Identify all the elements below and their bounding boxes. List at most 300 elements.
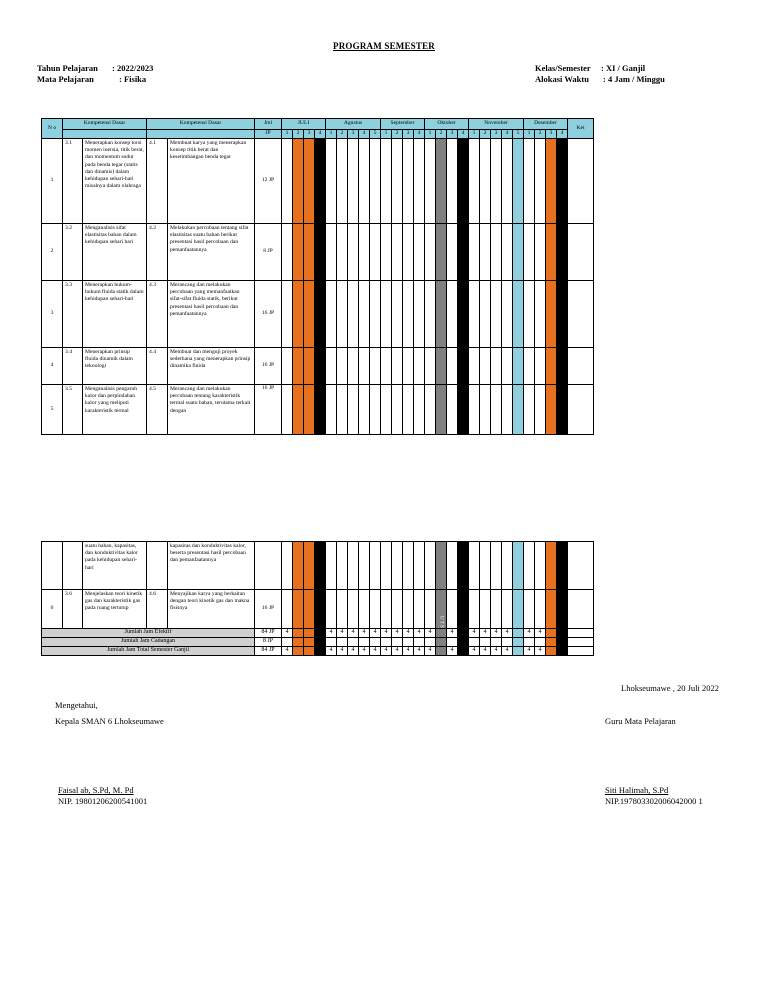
header-week: 3 — [546, 130, 557, 139]
kd3-text: Menganalisis pengaruh kalor dan perpindahan kalor yang meliputi karakteristik termal — [83, 385, 147, 435]
summary-week: 4 — [524, 628, 535, 637]
week-cell — [557, 590, 568, 629]
week-cell — [436, 542, 447, 590]
week-cell — [282, 139, 293, 224]
week-cell — [370, 281, 381, 348]
summary-ket — [568, 646, 594, 655]
week-cell — [491, 281, 502, 348]
summary-week — [557, 628, 568, 637]
week-cell — [458, 590, 469, 629]
summary-week: 4 — [524, 646, 535, 655]
kd4-text: Menyajikan karya yang berkaitan dengan teori kinetik gas dan makna fisisnya — [168, 590, 255, 629]
week-cell — [447, 348, 458, 385]
week-cell — [282, 281, 293, 348]
week-cell — [469, 224, 480, 281]
row-jp: 16 JP — [255, 385, 282, 435]
summary-week: 4 — [403, 628, 414, 637]
week-cell — [436, 590, 447, 629]
week-cell — [524, 385, 535, 435]
ket-cell — [568, 224, 594, 281]
week-cell — [524, 542, 535, 590]
week-cell — [546, 281, 557, 348]
week-cell — [502, 590, 513, 629]
week-cell — [348, 348, 359, 385]
mapel-value: : Fisika — [119, 74, 147, 84]
week-cell — [414, 139, 425, 224]
header-month: November — [469, 119, 524, 130]
row-no: 3 — [42, 281, 63, 348]
summary-week — [513, 637, 524, 646]
week-cell — [348, 385, 359, 435]
ket-cell — [568, 139, 594, 224]
week-cell — [535, 224, 546, 281]
header-week: 2 — [436, 130, 447, 139]
summary-week — [546, 637, 557, 646]
summary-week: 4 — [370, 646, 381, 655]
ket-cell — [568, 385, 594, 435]
header-week: 4 — [414, 130, 425, 139]
summary-week: 4 — [370, 628, 381, 637]
header-week: 3 — [348, 130, 359, 139]
week-cell — [480, 224, 491, 281]
kd4-text: Membuat karya yang menerapkan konsep titik berat dan kesetimbangan benda tegar — [168, 139, 255, 224]
week-cell — [491, 224, 502, 281]
week-cell — [370, 590, 381, 629]
week-cell — [524, 224, 535, 281]
week-cell — [359, 385, 370, 435]
header-week: 1 — [524, 130, 535, 139]
kd4-text: kapasitas dan konduktivitas kalor, beserta presentasi hasil percobaan dan pemanfaatannya — [168, 542, 255, 590]
week-cell — [337, 224, 348, 281]
row-no: 1 — [42, 139, 63, 224]
week-cell — [381, 281, 392, 348]
week-cell — [535, 385, 546, 435]
kd3-number — [63, 542, 83, 590]
kd4-text: Merancang dan melakukan percobaan yang memanfaatkan sifat-sifat fluida statik, berikut presentasi hasil percobaan dan pemanfaatannya — [168, 281, 255, 348]
week-cell — [370, 542, 381, 590]
summary-week: 4 — [425, 646, 436, 655]
week-cell — [513, 348, 524, 385]
kd4-number: 4.6 — [147, 590, 168, 629]
week-cell — [513, 590, 524, 629]
week-cell — [425, 348, 436, 385]
header-week: 2 — [392, 130, 403, 139]
week-cell — [535, 348, 546, 385]
summary-week — [436, 637, 447, 646]
week-cell — [436, 281, 447, 348]
row-jp: 16 JP — [255, 281, 282, 348]
week-cell — [447, 281, 458, 348]
week-cell — [348, 542, 359, 590]
kd3-text: suatu bahan, kapasitas, dan konduktivitas kalor pada kehidupan sehari-hari — [83, 542, 147, 590]
week-cell — [436, 224, 447, 281]
kd4-number: 4.2 — [147, 224, 168, 281]
summary-week — [348, 637, 359, 646]
tahun-value: : 2022/2023 — [112, 63, 154, 73]
summary-week: 4 — [326, 646, 337, 655]
ket-cell — [568, 348, 594, 385]
summary-week: 4 — [491, 646, 502, 655]
week-cell — [524, 348, 535, 385]
summary-week — [557, 646, 568, 655]
kd3-number: 3.1 — [63, 139, 83, 224]
week-cell — [381, 348, 392, 385]
week-cell — [304, 224, 315, 281]
week-cell — [359, 224, 370, 281]
week-cell — [304, 348, 315, 385]
week-cell — [502, 224, 513, 281]
row-jp: 16 JP — [255, 348, 282, 385]
week-cell — [381, 542, 392, 590]
mapel-label: Mata Pelajaran — [37, 74, 94, 84]
week-cell — [480, 348, 491, 385]
week-cell — [557, 281, 568, 348]
guru-title: Guru Mata Pelajaran — [605, 716, 676, 726]
week-cell — [480, 542, 491, 590]
kd4-text: Merancang dan melakukan percobaan tentang karakteristik termal suatu bahan, terutama terkait dengan — [168, 385, 255, 435]
week-cell — [337, 139, 348, 224]
summary-week — [513, 646, 524, 655]
header-week: 2 — [337, 130, 348, 139]
guru-nip: NIP.197803302006042000 1 — [605, 796, 703, 806]
header-month: Agustus — [326, 119, 381, 130]
summary-row — [42, 646, 594, 655]
week-cell — [513, 224, 524, 281]
week-cell — [557, 348, 568, 385]
week-cell — [359, 590, 370, 629]
week-cell — [370, 348, 381, 385]
week-cell — [293, 542, 304, 590]
week-cell — [293, 224, 304, 281]
week-cell — [447, 542, 458, 590]
week-cell — [348, 590, 359, 629]
week-cell — [425, 385, 436, 435]
header-week: 3 — [304, 130, 315, 139]
summary-week: 4 — [491, 628, 502, 637]
week-cell — [326, 139, 337, 224]
kepala-name: Faisal ab, S.Pd, M. Pd — [58, 785, 134, 795]
week-cell — [458, 385, 469, 435]
week-cell — [414, 224, 425, 281]
place-date: Lhokseumawe , 20 Juli 2022 — [621, 683, 719, 693]
row-no: 5 — [42, 385, 63, 435]
header-week: 4 — [315, 130, 326, 139]
week-cell — [403, 542, 414, 590]
summary-week: 4 — [392, 646, 403, 655]
table-row — [42, 542, 594, 590]
week-cell — [392, 224, 403, 281]
week-cell — [480, 281, 491, 348]
week-cell — [282, 224, 293, 281]
week-cell — [469, 542, 480, 590]
week-cell — [414, 385, 425, 435]
summary-week: 4 — [381, 628, 392, 637]
week-cell — [546, 590, 557, 629]
week-cell — [546, 139, 557, 224]
week-cell — [403, 348, 414, 385]
header-jml: Jml — [255, 119, 282, 130]
summary-week — [293, 646, 304, 655]
week-cell — [546, 224, 557, 281]
week-cell — [546, 348, 557, 385]
summary-week — [403, 637, 414, 646]
mengetahui-text: Mengetahui, — [55, 700, 98, 710]
kd3-text: Menganalisis sifat elastisitas bahan dalam kehidupan sehari hari — [83, 224, 147, 281]
summary-ket — [568, 628, 594, 637]
week-cell — [359, 139, 370, 224]
week-cell — [337, 281, 348, 348]
header-no: N o — [42, 119, 63, 139]
row-jp — [255, 542, 282, 590]
summary-week: 4 — [502, 628, 513, 637]
tahun-label: Tahun Pelajaran — [37, 63, 98, 73]
kd4-text: Membuat dan menguji proyek sederhana yang menerapkan prinsip dinamika fluida — [168, 348, 255, 385]
kd4-number: 4.5 — [147, 385, 168, 435]
week-cell — [447, 139, 458, 224]
header-kd4-sub — [147, 130, 255, 139]
summary-week — [392, 637, 403, 646]
week-cell — [359, 348, 370, 385]
kepala-nip: NIP. 19801206200541001 — [58, 796, 148, 806]
week-cell — [403, 281, 414, 348]
summary-week: 4 — [469, 646, 480, 655]
week-cell — [557, 542, 568, 590]
week-cell — [359, 281, 370, 348]
week-cell — [282, 542, 293, 590]
kelas-value: : XI / Ganjil — [601, 63, 646, 73]
summary-week: 4 — [403, 646, 414, 655]
summary-week: 4 — [392, 628, 403, 637]
week-cell — [326, 224, 337, 281]
alokasi-value: : 4 Jam / Minggu — [603, 74, 665, 84]
header-month: Oktober — [425, 119, 469, 130]
week-cell — [381, 224, 392, 281]
summary-week: 4 — [535, 628, 546, 637]
header-week: 4 — [557, 130, 568, 139]
week-cell — [491, 590, 502, 629]
week-cell — [480, 385, 491, 435]
summary-week — [458, 628, 469, 637]
week-cell — [436, 139, 447, 224]
summary-week — [491, 637, 502, 646]
week-cell — [326, 348, 337, 385]
week-cell — [293, 385, 304, 435]
summary-week: 4 — [282, 628, 293, 637]
week-cell — [315, 542, 326, 590]
week-cell — [337, 385, 348, 435]
week-cell — [447, 385, 458, 435]
summary-week — [315, 628, 326, 637]
header-week: 1 — [381, 130, 392, 139]
header-week: 1 — [469, 130, 480, 139]
week-cell — [282, 385, 293, 435]
week-cell — [315, 224, 326, 281]
week-cell — [546, 385, 557, 435]
week-cell — [348, 224, 359, 281]
summary-week: 4 — [447, 628, 458, 637]
kd3-number: 3.6 — [63, 590, 83, 629]
week-cell — [326, 542, 337, 590]
week-cell — [359, 542, 370, 590]
kd3-text: Menjelaskan teori kinetik gas dan karakteristik gas pada ruang tertutup — [83, 590, 147, 629]
summary-week — [326, 637, 337, 646]
table-row — [42, 348, 594, 385]
week-cell — [392, 590, 403, 629]
info-left — [37, 63, 153, 85]
summary-week: 4 — [502, 646, 513, 655]
ket-cell — [568, 542, 594, 590]
summary-week — [293, 628, 304, 637]
week-cell — [502, 348, 513, 385]
summary-week: 4 — [381, 646, 392, 655]
week-cell — [337, 542, 348, 590]
header-kd3-sub — [63, 130, 147, 139]
week-cell — [557, 224, 568, 281]
summary-week: 4 — [337, 646, 348, 655]
week-cell — [414, 542, 425, 590]
kd3-number: 3.3 — [63, 281, 83, 348]
summary-label: Jumlah Jam Cadangan — [42, 637, 255, 646]
week-cell — [315, 385, 326, 435]
header-week: 3 — [403, 130, 414, 139]
header-week: 3 — [447, 130, 458, 139]
week-cell — [392, 281, 403, 348]
week-cell — [458, 281, 469, 348]
week-cell — [469, 348, 480, 385]
summary-week — [447, 637, 458, 646]
week-cell — [315, 139, 326, 224]
week-cell — [304, 281, 315, 348]
summary-jp: 8 JP — [255, 637, 282, 646]
header-week: 4 — [502, 130, 513, 139]
row-jp: 8 JP — [255, 224, 282, 281]
kd3-text: Menerapkan prinsip fluida dinamik dalam teknologi — [83, 348, 147, 385]
kd3-number: 3.5 — [63, 385, 83, 435]
week-cell — [370, 224, 381, 281]
week-cell — [458, 139, 469, 224]
week-cell — [469, 385, 480, 435]
kd3-number: 3.2 — [63, 224, 83, 281]
summary-week — [546, 628, 557, 637]
week-cell — [491, 139, 502, 224]
summary-week — [304, 646, 315, 655]
header-kd4: Kompetensi Dasar — [147, 119, 255, 130]
header-week: 1 — [326, 130, 337, 139]
header-month: Desember — [524, 119, 568, 130]
week-cell — [535, 590, 546, 629]
summary-week: 4 — [480, 646, 491, 655]
summary-week — [469, 637, 480, 646]
week-cell — [282, 590, 293, 629]
summary-ket — [568, 637, 594, 646]
info-right — [535, 63, 665, 85]
summary-week — [370, 637, 381, 646]
week-cell — [337, 348, 348, 385]
summary-week: 4 — [348, 646, 359, 655]
week-cell — [425, 590, 436, 629]
kd4-number: 4.1 — [147, 139, 168, 224]
summary-week — [293, 637, 304, 646]
week-cell — [557, 385, 568, 435]
week-cell — [425, 139, 436, 224]
week-cell — [315, 348, 326, 385]
week-cell — [381, 385, 392, 435]
header-week: 2 — [293, 130, 304, 139]
week-cell — [502, 385, 513, 435]
week-cell — [491, 385, 502, 435]
row-no — [42, 542, 63, 590]
summary-week — [535, 637, 546, 646]
week-cell — [348, 139, 359, 224]
kd3-text: Menerapkan konsep torsi momen inersia, titik berat, dan momentum sudut pada benda tegar (statis dan dinamis) dalam kehidupan sehari-hari misalnya dalam olahraga — [83, 139, 147, 224]
summary-week: 4 — [348, 628, 359, 637]
program-table-part1 — [41, 118, 594, 435]
week-cell — [282, 348, 293, 385]
kd4-text: Melakukan percobaan tentang sifat elastisitas suatu bahan berikut presentasi hasil percobaan dan pemanfaatannya — [168, 224, 255, 281]
week-cell — [524, 281, 535, 348]
summary-week — [502, 637, 513, 646]
week-cell — [403, 139, 414, 224]
week-cell — [535, 139, 546, 224]
week-cell — [480, 590, 491, 629]
summary-week — [557, 637, 568, 646]
summary-row — [42, 628, 594, 637]
kd4-number: 4.4 — [147, 348, 168, 385]
summary-week — [513, 628, 524, 637]
summary-week: 4 — [359, 628, 370, 637]
week-cell — [381, 139, 392, 224]
header-week: 4 — [359, 130, 370, 139]
week-cell — [469, 590, 480, 629]
summary-week — [436, 628, 447, 637]
header-week: 4 — [458, 130, 469, 139]
summary-week — [425, 637, 436, 646]
week-cell — [326, 385, 337, 435]
summary-week: 4 — [359, 646, 370, 655]
summary-jp: 84 JP — [255, 646, 282, 655]
kd3-number: 3.4 — [63, 348, 83, 385]
week-cell — [469, 281, 480, 348]
summary-week — [436, 646, 447, 655]
week-cell — [458, 224, 469, 281]
week-cell — [513, 281, 524, 348]
summary-week — [381, 637, 392, 646]
row-jp: 16 JP — [255, 590, 282, 629]
summary-week: 4 — [414, 628, 425, 637]
kd4-number: 4.3 — [147, 281, 168, 348]
page-title: PROGRAM SEMESTER — [333, 41, 435, 51]
week-cell — [524, 590, 535, 629]
summary-week — [546, 646, 557, 655]
week-cell — [546, 542, 557, 590]
summary-week: 4 — [447, 646, 458, 655]
summary-week — [359, 637, 370, 646]
row-no: 2 — [42, 224, 63, 281]
summary-week: 4 — [326, 628, 337, 637]
uts-label: U T S — [438, 616, 444, 628]
ket-cell — [568, 590, 594, 629]
week-cell — [447, 224, 458, 281]
week-cell — [502, 542, 513, 590]
week-cell — [480, 139, 491, 224]
summary-week: 4 — [425, 628, 436, 637]
header-week: 2 — [535, 130, 546, 139]
header-week: 3 — [491, 130, 502, 139]
week-cell — [403, 590, 414, 629]
week-cell — [315, 590, 326, 629]
week-cell — [403, 385, 414, 435]
week-cell — [337, 590, 348, 629]
